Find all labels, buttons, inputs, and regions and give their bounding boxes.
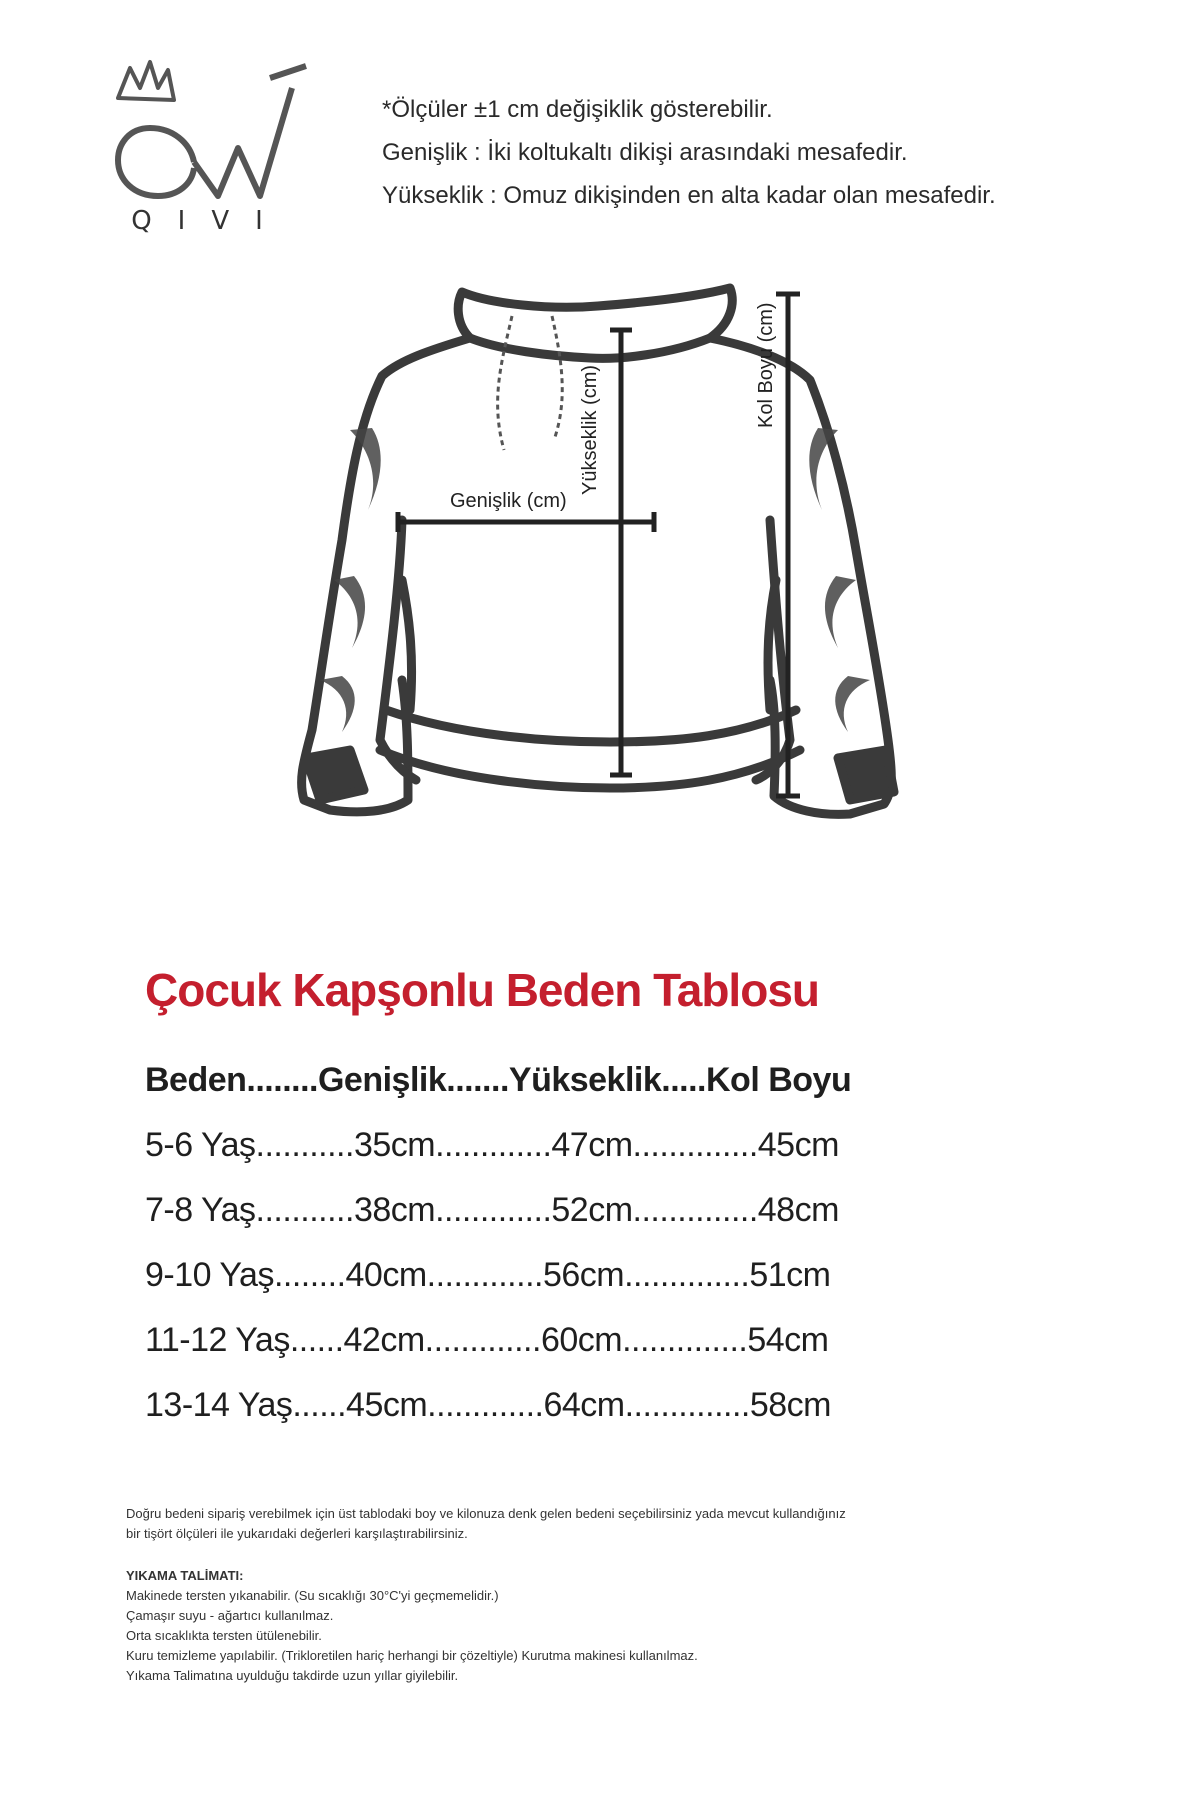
footer-info [126, 1504, 1086, 1686]
size-row: 7-8 Yaş...........38cm.............52cm..............48cm [145, 1191, 839, 1229]
drawstring-icon [498, 316, 563, 450]
size-row: 11-12 Yaş......42cm.............60cm..............54cm [145, 1321, 829, 1359]
note-tolerance: *Ölçüler ±1 cm değişiklik gösterebilir. [382, 96, 773, 123]
size-row: 5-6 Yaş...........35cm.............47cm..............45cm [145, 1126, 839, 1164]
logo-mark-icon [110, 58, 320, 208]
size-chart-header: Beden........Genişlik.......Yükseklik.....Kol Boyu [145, 1061, 852, 1099]
wash-instruction: Makinede tersten yıkanabilir. (Su sıcaklığı 30°C'yi geçmemelidir.) [126, 1588, 499, 1603]
size-row: 13-14 Yaş......45cm.............64cm..............58cm [145, 1386, 832, 1424]
wash-instruction: Çamaşır suyu - ağartıcı kullanılmaz. [126, 1608, 334, 1623]
note-height: Yükseklik : Omuz dikişinden en alta kadar olan mesafedir. [382, 182, 996, 209]
size-row: 9-10 Yaş........40cm.............56cm..............51cm [145, 1256, 831, 1294]
sleeve-label: Kol Boyu (cm) [755, 302, 777, 428]
size-chart-title: Çocuk Kapşonlu Beden Tablosu [145, 964, 819, 1016]
wash-instruction: Yıkama Talimatına uyulduğu takdirde uzun yıllar giyilebilir. [126, 1668, 459, 1683]
height-measure-line [610, 330, 632, 775]
wash-instruction: Kuru temizleme yapılabilir. (Trikloretilen hariç herhangi bir çözeltiyle) Kurutma makinesi kullanılmaz. [126, 1648, 698, 1663]
footer-intro-line: bir tişört ölçüleri ile yukarıdaki değerleri karşılaştırabilirsiniz. [126, 1526, 468, 1541]
wash-instruction: Orta sıcaklıkta tersten ütülenebilir. [126, 1628, 322, 1643]
hoodie-diagram [290, 280, 950, 930]
size-chart-table [145, 1048, 851, 1438]
note-width: Genişlik : İki koltukaltı dikişi arasındaki mesafedir. [382, 139, 908, 166]
width-measure-line [398, 512, 654, 532]
measurement-notes [382, 88, 996, 217]
logo-text: QIVI [131, 206, 289, 236]
width-label: Genişlik (cm) [450, 490, 567, 512]
wash-instructions-title: YIKAMA TALİMATI: [126, 1568, 244, 1583]
footer-intro-line: Doğru bedeni sipariş verebilmek için üst tablodaki boy ve kilonuza denk gelen bedeni seçebilirsiniz yada mevcut kullandığınız [126, 1506, 846, 1521]
brand-logo [110, 58, 320, 248]
hoodie-illustration [290, 280, 950, 930]
height-label: Yükseklik (cm) [579, 364, 601, 495]
